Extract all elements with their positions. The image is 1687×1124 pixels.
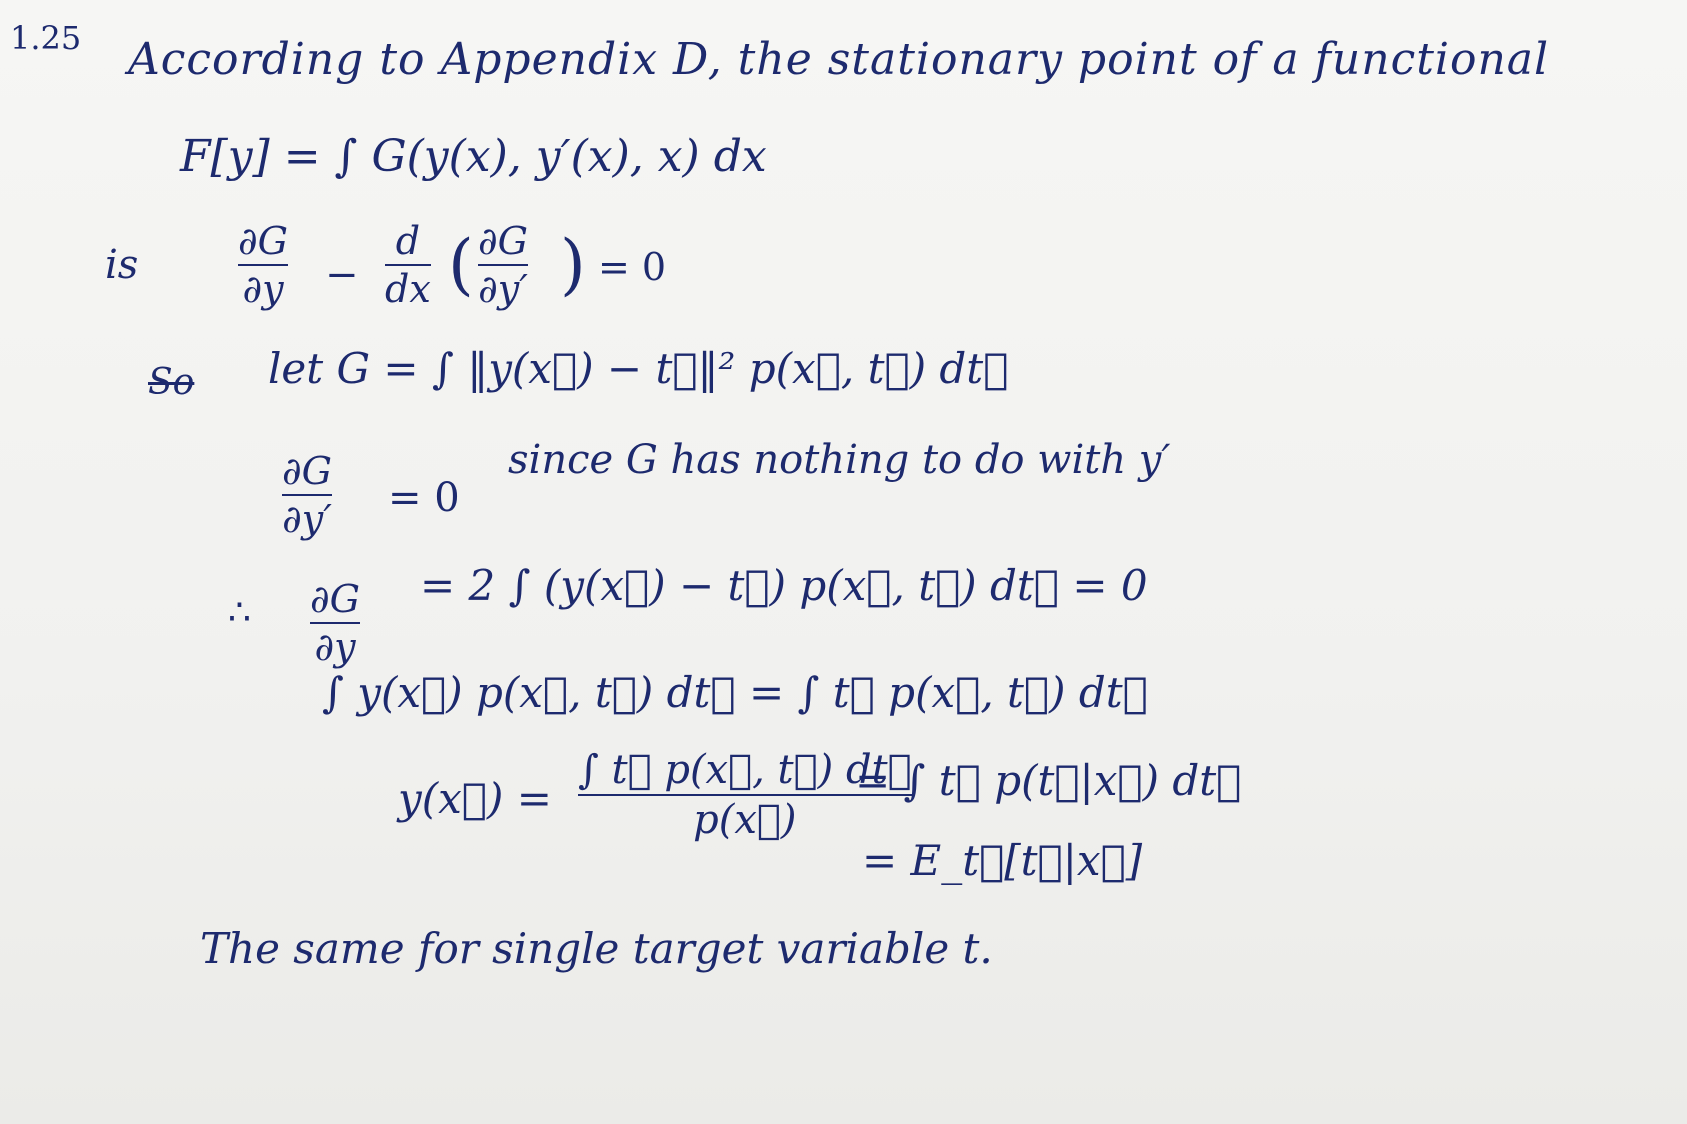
eq-dG-dy-num: ∂G <box>238 219 289 263</box>
solution-conditional-form: = ∫ t⃗ p(t⃗|x⃗) dt⃗ <box>855 756 1242 805</box>
equals-zero: = 0 <box>598 245 667 289</box>
eq-dG-dy-den: ∂y <box>242 267 284 311</box>
fraction-bar <box>385 264 431 266</box>
dG-dyprime-num: ∂G <box>282 449 333 493</box>
eq-d-dx-fraction <box>385 219 431 311</box>
eq-dG-num: ∂G <box>478 219 529 263</box>
is-word: is <box>105 242 139 288</box>
fraction-bar <box>478 264 528 266</box>
solution-numerator: ∫ t⃗ p(x⃗, t⃗) dt⃗ <box>578 747 912 793</box>
eq-dG-dyprime-fraction <box>478 219 529 311</box>
dG-dyprime-den: ∂y′ <box>282 497 332 541</box>
fraction-bar <box>238 264 288 266</box>
fraction-bar <box>282 494 332 496</box>
fraction-bar <box>310 622 360 624</box>
functional-definition: F[y] = ∫ G(y(x), y′(x), x) dx <box>180 131 767 182</box>
solution-lhs: y(x⃗) = <box>398 774 552 823</box>
dG-dyprime-reason: since G has nothing to do with y′ <box>508 437 1171 483</box>
dG-dyprime-fraction <box>282 449 333 541</box>
minus-sign: − <box>325 252 359 298</box>
dG-dy-num: ∂G <box>310 577 361 621</box>
eq-dyprime-den: ∂y′ <box>478 267 528 311</box>
closing-line: The same for single target variable t. <box>200 924 993 973</box>
solution-denominator: p(x⃗) <box>693 797 797 843</box>
dG-dy-fraction <box>310 577 361 669</box>
dG-dy-den: ∂y <box>314 625 356 669</box>
eq-d-num: d <box>395 219 421 263</box>
solution-expectation-form: = E_t⃗[t⃗|x⃗] <box>862 836 1143 885</box>
eq-dG-dy-fraction <box>238 219 289 311</box>
so-word: So <box>148 362 195 403</box>
intro-line: According to Appendix D, the stationary point of a functional <box>128 34 1550 85</box>
integral-equation: ∫ y(x⃗) p(x⃗, t⃗) dt⃗ = ∫ t⃗ p(x⃗, t⃗) dt⃗ <box>322 668 1148 717</box>
eq-dx-den: dx <box>385 267 431 311</box>
dG-dyprime-equals-zero: = 0 <box>388 475 460 521</box>
close-paren: ) <box>560 226 586 303</box>
dG-dy-rhs: = 2 ∫ (y(x⃗) − t⃗) p(x⃗, t⃗) dt⃗ = 0 <box>420 561 1148 610</box>
problem-number: 1.25 <box>10 19 82 57</box>
let-G-definition: let G = ∫ ‖y(x⃗) − t⃗‖² p(x⃗, t⃗) dt⃗ <box>268 344 1009 393</box>
therefore-symbol: ∴ <box>228 592 251 633</box>
open-paren: ( <box>448 226 474 303</box>
